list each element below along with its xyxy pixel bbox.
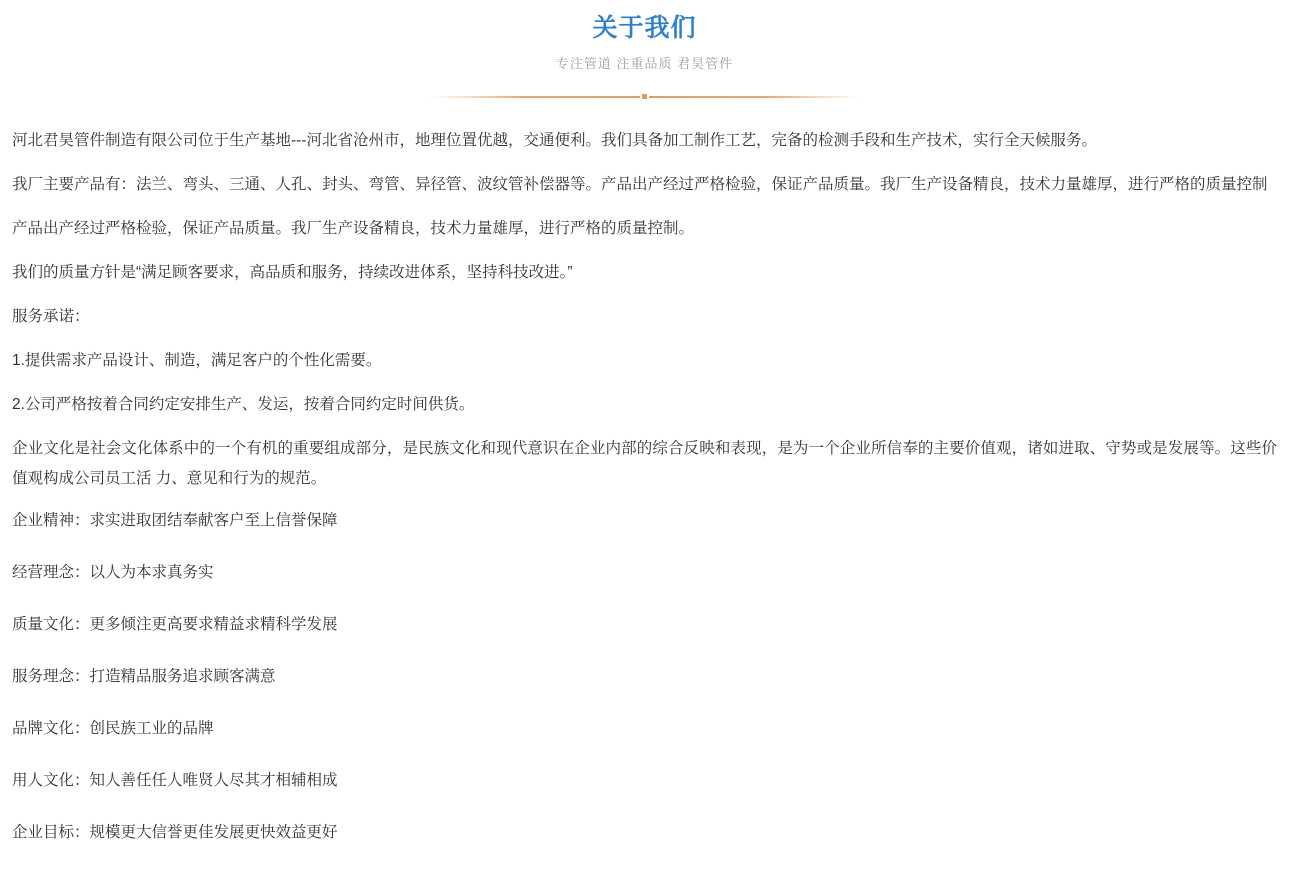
page-header [0,0,1289,104]
paragraph-corporate-culture: 企业文化是社会文化体系中的一个有机的重要组成部分，是民族文化和现代意识在企业内部的综合反映和表现，是为一个企业所信奉的主要价值观，诸如进取、守势或是发展等。这些价值观构成公司员工活 力、意见和行为的规范。 [12,440,1277,487]
divider-dot-icon [640,92,649,101]
page-title: 关于我们 [592,14,697,42]
culture-item-spirit: 企业精神：求实进取团结奉献客户至上信誉保障 [12,512,338,529]
culture-item-service: 服务理念：打造精品服务追求顾客满意 [12,668,276,685]
paragraph-products: 我厂主要产品有：法兰、弯头、三通、人孔、封头、弯管、异径管、波纹管补偿器等。产品出产经过严格检验，保证产品质量。我厂生产设备精良，技术力量雄厚，进行严格的质量控制 [12,176,1268,193]
culture-item-quality: 质量文化：更多倾注更高要求精益求精科学发展 [12,616,338,633]
paragraph-service-promise-1: 1.提供需求产品设计、制造，满足客户的个性化需要。 [12,352,382,369]
culture-item-talent: 用人文化：知人善任任人唯贤人尽其才相辅相成 [12,772,338,789]
paragraph-service-promise-2: 2.公司严格按着合同约定安排生产、发运，按着合同约定时间供货。 [12,396,475,413]
article-body [0,104,1289,878]
culture-list [12,506,1277,848]
paragraph-quality-control: 产品出产经过严格检验，保证产品质量。我厂生产设备精良，技术力量雄厚，进行严格的质量控制。 [12,220,695,237]
paragraph-company-intro: 河北君昊管件制造有限公司位于生产基地---河北省沧州市，地理位置优越，交通便利。我们具备加工制作工艺，完备的检测手段和生产技术，实行全天候服务。 [12,132,1097,149]
decorative-divider [430,90,860,104]
paragraph-service-promise-heading: 服务承诺： [12,308,90,325]
culture-item-brand: 品牌文化：创民族工业的品牌 [12,720,214,737]
paragraph-quality-policy: 我们的质量方针是“满足顾客要求，高品质和服务，持续改进体系，坚持科技改进。” [12,264,573,281]
culture-item-management: 经营理念：以人为本求真务实 [12,564,214,581]
page-subtitle: 专注管道 注重品质 君昊管件 [555,56,734,71]
culture-item-goal: 企业目标：规模更大信誉更佳发展更快效益更好 [12,824,338,841]
